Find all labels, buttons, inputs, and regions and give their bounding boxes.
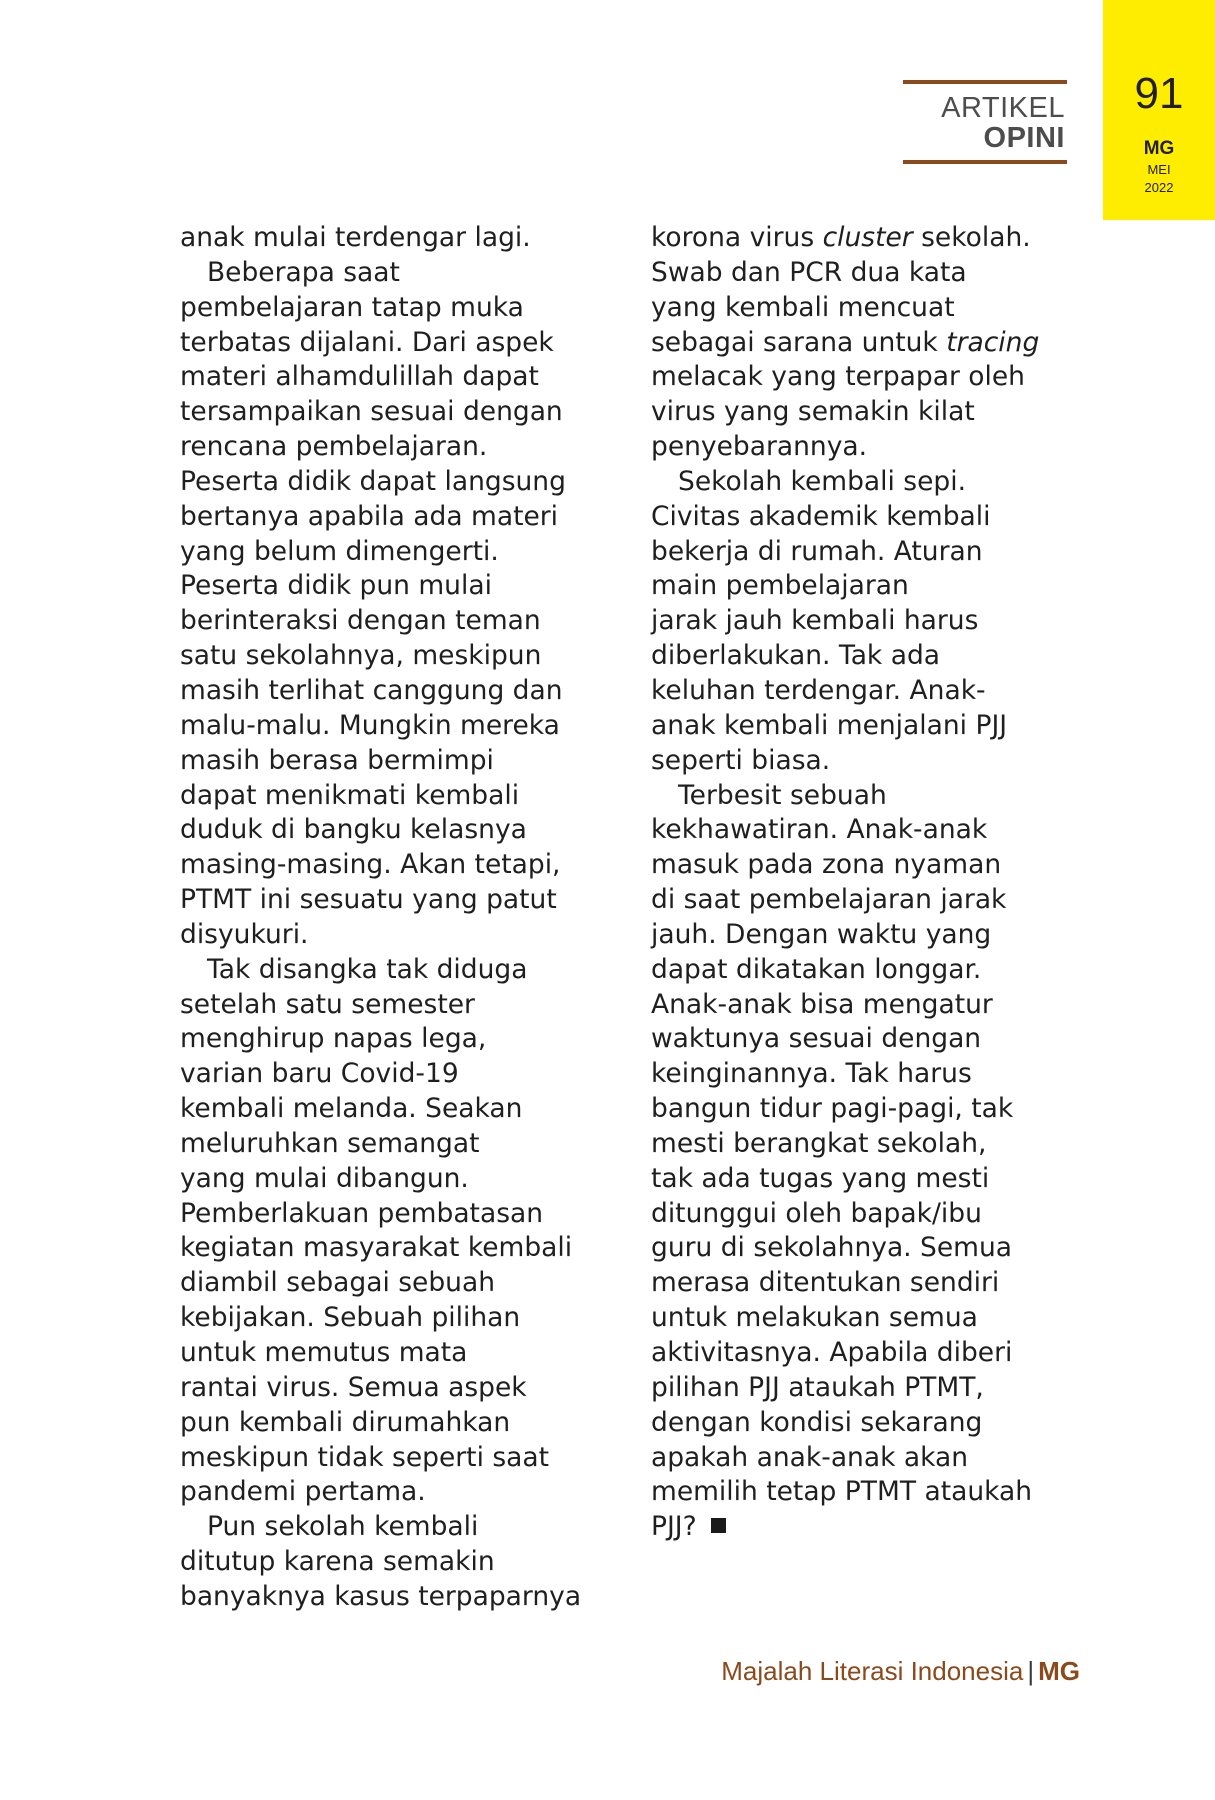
text-line: mesti berangkat sekolah, bbox=[651, 1127, 987, 1159]
text-line: tak ada tugas yang mesti bbox=[651, 1162, 990, 1194]
section-header bbox=[903, 80, 1067, 164]
text-line: ditunggui oleh bapak/ibu bbox=[651, 1197, 982, 1229]
text-line: dapat menikmati kembali bbox=[180, 779, 520, 811]
text-line: main pembelajaran bbox=[651, 570, 909, 602]
tab-brand: MG bbox=[1143, 138, 1175, 159]
text-line: waktunya sesuai dengan bbox=[651, 1023, 982, 1055]
text-line: varian baru Covid-19 bbox=[180, 1058, 459, 1090]
page-footer bbox=[700, 1658, 1080, 1684]
end-of-article-square-icon bbox=[711, 1518, 726, 1533]
text-line: keluhan terdengar. Anak- bbox=[651, 674, 986, 706]
text-line: Peserta didik dapat langsung bbox=[180, 465, 566, 497]
text-line: meluruhkan semangat bbox=[180, 1127, 480, 1159]
text-line: pandemi pertama. bbox=[180, 1476, 426, 1508]
text-line: Pun sekolah kembali bbox=[207, 1511, 479, 1543]
text-line: aktivitasnya. Apabila diberi bbox=[651, 1337, 1013, 1368]
text-line: Swab dan PCR dua kata bbox=[651, 256, 967, 288]
text-line: terbatas dijalani. Dari aspek bbox=[180, 326, 554, 358]
text-line: Anak-anak bisa mengatur bbox=[651, 988, 993, 1020]
text-line: Beberapa saat bbox=[207, 256, 400, 288]
text-line: satu sekolahnya, meskipun bbox=[180, 640, 542, 672]
text-line: diambil sebagai sebuah bbox=[180, 1267, 495, 1299]
text-line: untuk memutus mata bbox=[180, 1337, 468, 1368]
text-line: dengan kondisi sekarang bbox=[651, 1406, 983, 1438]
italic-term-tracing: tracing bbox=[946, 326, 1040, 358]
text-line-final bbox=[651, 1510, 1091, 1545]
text-run: PJJ? bbox=[651, 1511, 697, 1543]
article-left-column bbox=[180, 221, 630, 1615]
text-line: apakah anak-anak akan bbox=[651, 1441, 969, 1473]
text-line: guru di sekolahnya. Semua bbox=[651, 1232, 1012, 1264]
text-line: seperti biasa. bbox=[651, 744, 831, 776]
text-line: PTMT ini sesuatu yang patut bbox=[180, 884, 557, 916]
text-line: anak kembali menjalani PJJ bbox=[651, 709, 1008, 741]
text-line: materi alhamdulillah dapat bbox=[180, 361, 539, 393]
text-line: pun kembali dirumahkan bbox=[180, 1406, 511, 1438]
text-line: menghirup napas lega, bbox=[180, 1023, 487, 1055]
text-line: banyaknya kasus terpaparnya bbox=[180, 1580, 582, 1612]
text-line: kekhawatiran. Anak-anak bbox=[651, 814, 988, 846]
text-line: pembelajaran tatap muka bbox=[180, 291, 524, 323]
text-line: bangun tidur pagi-pagi, tak bbox=[651, 1093, 1014, 1125]
text-run: korona virus bbox=[651, 222, 823, 253]
text-line: rencana pembelajaran. bbox=[180, 431, 488, 463]
text-line: berinteraksi dengan teman bbox=[180, 605, 541, 637]
text-line: penyebarannya. bbox=[651, 431, 868, 463]
text-line: diberlakukan. Tak ada bbox=[651, 640, 941, 672]
text-line: kembali melanda. Seakan bbox=[180, 1093, 523, 1125]
article-right-column bbox=[651, 221, 1091, 1545]
section-label-opini: OPINI bbox=[983, 122, 1065, 154]
footer-separator: | bbox=[1027, 1656, 1035, 1686]
text-line: setelah satu semester bbox=[180, 988, 475, 1020]
text-line: duduk di bangku kelasnya bbox=[180, 814, 527, 846]
text-line: yang belum dimengerti. bbox=[180, 535, 499, 567]
text-line: untuk melakukan semua bbox=[651, 1302, 978, 1334]
section-label-artikel: ARTIKEL bbox=[941, 92, 1065, 124]
text-line: anak mulai terdengar lagi. bbox=[180, 222, 531, 253]
text-line: masing-masing. Akan tetapi, bbox=[180, 849, 561, 881]
tab-month: MEI bbox=[1147, 162, 1171, 177]
text-line: memilih tetap PTMT ataukah bbox=[651, 1476, 1033, 1508]
text-line: yang kembali mencuat bbox=[651, 291, 955, 323]
magazine-name: Majalah Literasi Indonesia bbox=[721, 1656, 1024, 1686]
section-rule-top bbox=[903, 80, 1067, 84]
text-line: bertanya apabila ada materi bbox=[180, 500, 559, 532]
text-run: sekolah. bbox=[912, 222, 1031, 253]
page-number: 91 bbox=[1134, 69, 1184, 118]
text-line: kebijakan. Sebuah pilihan bbox=[180, 1302, 521, 1334]
text-line: jauh. Dengan waktu yang bbox=[651, 918, 992, 950]
text-line: di saat pembelajaran jarak bbox=[651, 884, 1007, 916]
page-tab bbox=[1103, 0, 1215, 220]
text-line: yang mulai dibangun. bbox=[180, 1162, 469, 1194]
text-line: melacak yang terpapar oleh bbox=[651, 361, 1025, 393]
text-line: jarak jauh kembali harus bbox=[651, 605, 979, 637]
text-line: Civitas akademik kembali bbox=[651, 500, 991, 532]
text-line: Pemberlakuan pembatasan bbox=[180, 1197, 544, 1229]
section-rule-bottom bbox=[903, 160, 1067, 164]
text-line: kegiatan masyarakat kembali bbox=[180, 1232, 573, 1264]
text-line: ditutup karena semakin bbox=[180, 1546, 495, 1578]
text-line: meskipun tidak seperti saat bbox=[180, 1441, 550, 1473]
footer-brand: MG bbox=[1038, 1656, 1080, 1686]
text-line: keinginannya. Tak harus bbox=[651, 1058, 972, 1090]
text-line: rantai virus. Semua aspek bbox=[180, 1371, 527, 1403]
text-line: malu-malu. Mungkin mereka bbox=[180, 709, 560, 741]
text-line: dapat dikatakan longgar. bbox=[651, 953, 982, 985]
text-line: Terbesit sebuah bbox=[678, 779, 887, 811]
text-line: disyukuri. bbox=[180, 918, 309, 950]
text-line bbox=[651, 221, 1091, 256]
text-line: masih terlihat canggung dan bbox=[180, 674, 563, 706]
text-line: masuk pada zona nyaman bbox=[651, 849, 1002, 881]
text-line: pilihan PJJ ataukah PTMT, bbox=[651, 1371, 984, 1403]
text-line: tersampaikan sesuai dengan bbox=[180, 396, 563, 428]
text-line: bekerja di rumah. Aturan bbox=[651, 535, 983, 567]
text-line: masih berasa bermimpi bbox=[180, 744, 494, 776]
text-line: Sekolah kembali sepi. bbox=[678, 465, 967, 497]
tab-year: 2022 bbox=[1144, 180, 1174, 195]
italic-term-cluster: cluster bbox=[822, 222, 913, 253]
text-line: Peserta didik pun mulai bbox=[180, 570, 492, 602]
text-line: virus yang semakin kilat bbox=[651, 396, 975, 428]
text-line: Tak disangka tak diduga bbox=[207, 953, 528, 985]
text-run: sebagai sarana untuk bbox=[651, 326, 947, 358]
text-line: merasa ditentukan sendiri bbox=[651, 1267, 1000, 1299]
text-line bbox=[651, 326, 1091, 361]
